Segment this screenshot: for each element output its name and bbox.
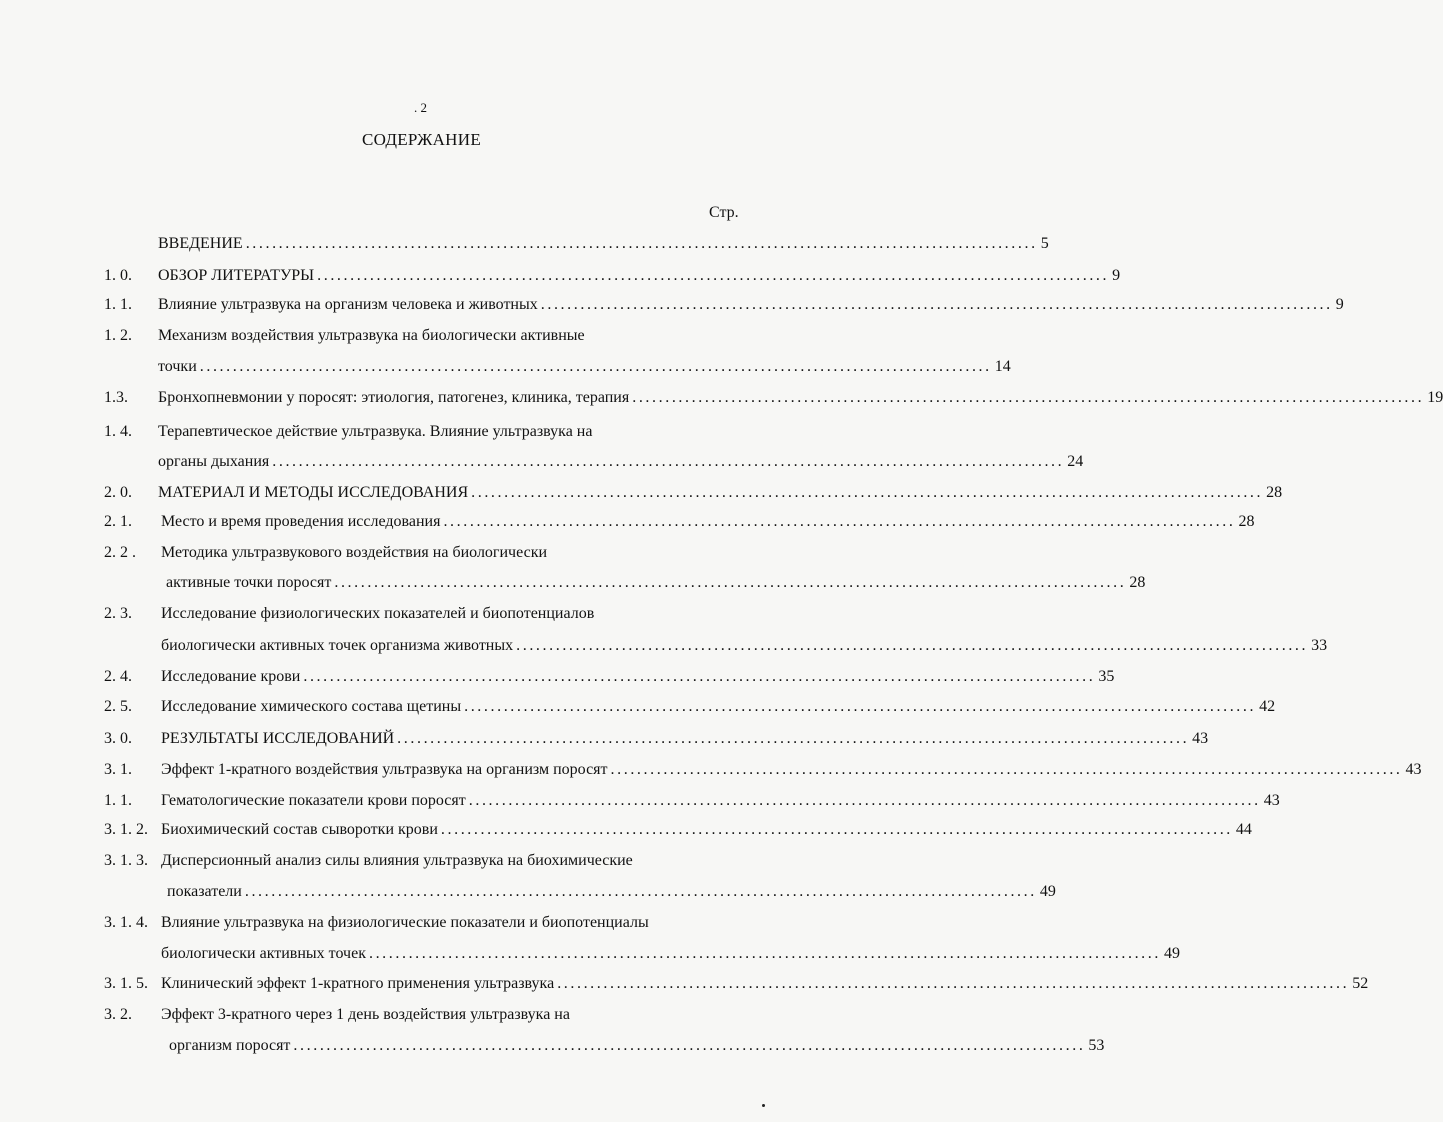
toc-entry: [0, 264, 1121, 288]
scan-speck: [762, 1104, 765, 1107]
toc-entry-title: Биохимический состав сыворотки крови: [161, 821, 438, 838]
toc-entry-page: 49: [1039, 883, 1056, 900]
toc-entry-title: активные точки поросят: [166, 574, 332, 591]
toc-entry-number: 2. 2 .: [104, 544, 136, 561]
dot-leader: ........................................................................................................................: [557, 975, 1350, 992]
toc-entry-page: 24: [1067, 453, 1084, 470]
toc-entry-page: 44: [1235, 821, 1252, 838]
toc-entry-title: Гематологические показатели крови поросят: [161, 792, 466, 809]
toc-entry-title: Терапевтическое действие ультразвука. Влияние ультразвука на: [158, 423, 593, 440]
toc-entry-page: 9: [1335, 296, 1344, 313]
toc-entry: [0, 880, 1056, 904]
toc-entry-title: ОБЗОР ЛИТЕРАТУРЫ: [158, 267, 315, 284]
dot-leader: ........................................................................................................................: [464, 698, 1257, 715]
toc-entry-page: 14: [994, 358, 1011, 375]
toc-entry-title: Дисперсионный анализ силы влияния ультразвука на биохимические: [161, 852, 633, 869]
toc-entry-page: 43: [1263, 792, 1280, 809]
toc-entry-number: 2. 5.: [104, 698, 132, 715]
toc-entry-page: 43: [1192, 730, 1209, 747]
toc-entry: [0, 571, 1146, 595]
toc-entry-number: 3. 1.: [104, 761, 132, 778]
toc-entry-title: организм поросят: [169, 1037, 291, 1054]
toc-entry-title: биологически активных точек: [161, 945, 366, 962]
toc-entry: [0, 758, 1422, 782]
toc-entry-title: Исследование физиологических показателей и биопотенциалов: [161, 605, 595, 622]
toc-entry: [0, 450, 1084, 474]
toc-entry-number: 2. 3.: [104, 605, 132, 622]
dot-leader: ........................................................................................................................: [303, 668, 1096, 685]
toc-entry: [0, 789, 1280, 813]
toc-entry-number: 3. 2.: [104, 1006, 132, 1023]
toc-entry-title: ВВЕДЕНИЕ: [158, 235, 243, 252]
toc-entry-title: Механизм воздействия ультразвука на биологически активные: [158, 327, 585, 344]
dot-leader: ........................................................................................................................: [443, 513, 1236, 530]
toc-entry: [0, 665, 1115, 689]
toc-entry-title: Влияние ультразвука на физиологические показатели и биопотенциалы: [161, 914, 649, 931]
toc-entry-page: 19: [1427, 389, 1443, 406]
dot-leader: ........................................................................................................................: [540, 296, 1333, 313]
toc-entry-number: 3. 1. 4.: [104, 914, 148, 931]
toc-entry-page: 33: [1311, 637, 1328, 654]
toc-entry-page: 42: [1259, 698, 1276, 715]
toc-entry: [0, 355, 1011, 379]
toc-entry-title: Место и время проведения исследования: [161, 513, 441, 530]
toc-entry: [0, 1034, 1105, 1058]
toc-entry-number: 1. 4.: [104, 423, 132, 440]
toc-entry-title: Исследование крови: [161, 668, 301, 685]
dot-leader: ........................................................................................................................: [632, 389, 1425, 406]
toc-entry-number: 1. 1.: [104, 792, 132, 809]
toc-entry: [0, 602, 793, 626]
toc-entry: [0, 818, 1252, 842]
toc-entry: [0, 972, 1369, 996]
dot-leader: ........................................................................................................................: [610, 761, 1403, 778]
toc-entry-page: 28: [1266, 484, 1283, 501]
toc-entry-page: 5: [1040, 235, 1049, 252]
toc-entry-page: 28: [1238, 513, 1255, 530]
dot-leader: ........................................................................................................................: [199, 358, 992, 375]
toc-entry: [0, 293, 1344, 317]
dot-leader: ........................................................................................................................: [244, 883, 1037, 900]
toc-entry-number: 1. 2.: [104, 327, 132, 344]
page-title: СОДЕРЖАНИЕ: [361, 130, 482, 149]
toc-entry: [0, 232, 1049, 256]
toc-entry-title: МАТЕРИАЛ И МЕТОДЫ ИССЛЕДОВАНИЯ: [158, 484, 469, 501]
toc-entry-title: показатели: [167, 883, 242, 900]
toc-entry-number: 1.3.: [104, 389, 128, 406]
dot-leader: ........................................................................................................................: [317, 267, 1110, 284]
toc-entry-number: 2. 0.: [104, 484, 132, 501]
toc-entry-number: 3. 1. 3.: [104, 852, 148, 869]
toc-entry: [0, 386, 1443, 410]
toc-entry-number: 3. 1. 5.: [104, 975, 148, 992]
dot-leader: ........................................................................................................................: [440, 821, 1233, 838]
toc-entry: [0, 727, 1209, 751]
dot-leader: ........................................................................................................................: [516, 637, 1309, 654]
dot-leader: ........................................................................................................................: [272, 453, 1065, 470]
toc-entry-title: Бронхопневмонии у поросят: этиология, патогенез, клиника, терапия: [158, 389, 630, 406]
toc-entry: [0, 911, 793, 935]
dot-leader: ........................................................................................................................: [468, 792, 1261, 809]
toc-entry: [0, 634, 1328, 658]
dot-leader: ........................................................................................................................: [245, 235, 1038, 252]
dot-leader: ........................................................................................................................: [293, 1037, 1086, 1054]
toc-entry-page: 9: [1112, 267, 1121, 284]
toc-entry-page: 53: [1088, 1037, 1105, 1054]
toc-entry-title: Эффект 1-кратного воздействия ультразвука на организм поросят: [161, 761, 608, 778]
toc-entry-title: Исследование химического состава щетины: [161, 698, 462, 715]
toc-entry-number: 1. 0.: [104, 267, 132, 284]
dot-leader: ........................................................................................................................: [397, 730, 1190, 747]
toc-entry: [0, 324, 793, 348]
toc-entry-page: 49: [1163, 945, 1180, 962]
toc-entry-title: органы дыхания: [158, 453, 270, 470]
toc-entry-number: 3. 0.: [104, 730, 132, 747]
toc-entry-number: 1. 1.: [104, 296, 132, 313]
toc-entry-title: Клинический эффект 1-кратного применения ультразвука: [161, 975, 555, 992]
toc-entry: [0, 849, 793, 873]
toc-entry-title: биологически активных точек организма животных: [161, 637, 514, 654]
toc-entry: [0, 510, 1255, 534]
toc-entry: [0, 420, 793, 444]
toc-entry: [0, 695, 1276, 719]
toc-entry-number: 2. 4.: [104, 668, 132, 685]
toc-entry-title: Влияние ультразвука на организм человека и животных: [158, 296, 538, 313]
toc-entry: [0, 942, 1180, 966]
toc-entry-title: Методика ультразвукового воздействия на биологически: [161, 544, 548, 561]
toc-entry-title: Эффект 3-кратного через 1 день воздействия ультразвука на: [161, 1006, 570, 1023]
page-number: . 2: [414, 100, 427, 115]
toc-entry: [0, 1003, 793, 1027]
toc-entry-title: точки: [158, 358, 197, 375]
toc-entry-page: 28: [1129, 574, 1146, 591]
dot-leader: ........................................................................................................................: [368, 945, 1161, 962]
dot-leader: ........................................................................................................................: [471, 484, 1264, 501]
toc-entry: [0, 481, 1283, 505]
toc-entry-page: 52: [1352, 975, 1369, 992]
toc-entry: [0, 541, 793, 565]
toc-entry-title: РЕЗУЛЬТАТЫ ИССЛЕДОВАНИЙ: [161, 730, 395, 747]
toc-entry-number: 2. 1.: [104, 513, 132, 530]
toc-entry-page: 35: [1098, 668, 1115, 685]
toc-entry-number: 3. 1. 2.: [104, 821, 148, 838]
dot-leader: ........................................................................................................................: [334, 574, 1127, 591]
toc-entry-page: 43: [1405, 761, 1422, 778]
page-column-label: Стр.: [709, 204, 739, 221]
